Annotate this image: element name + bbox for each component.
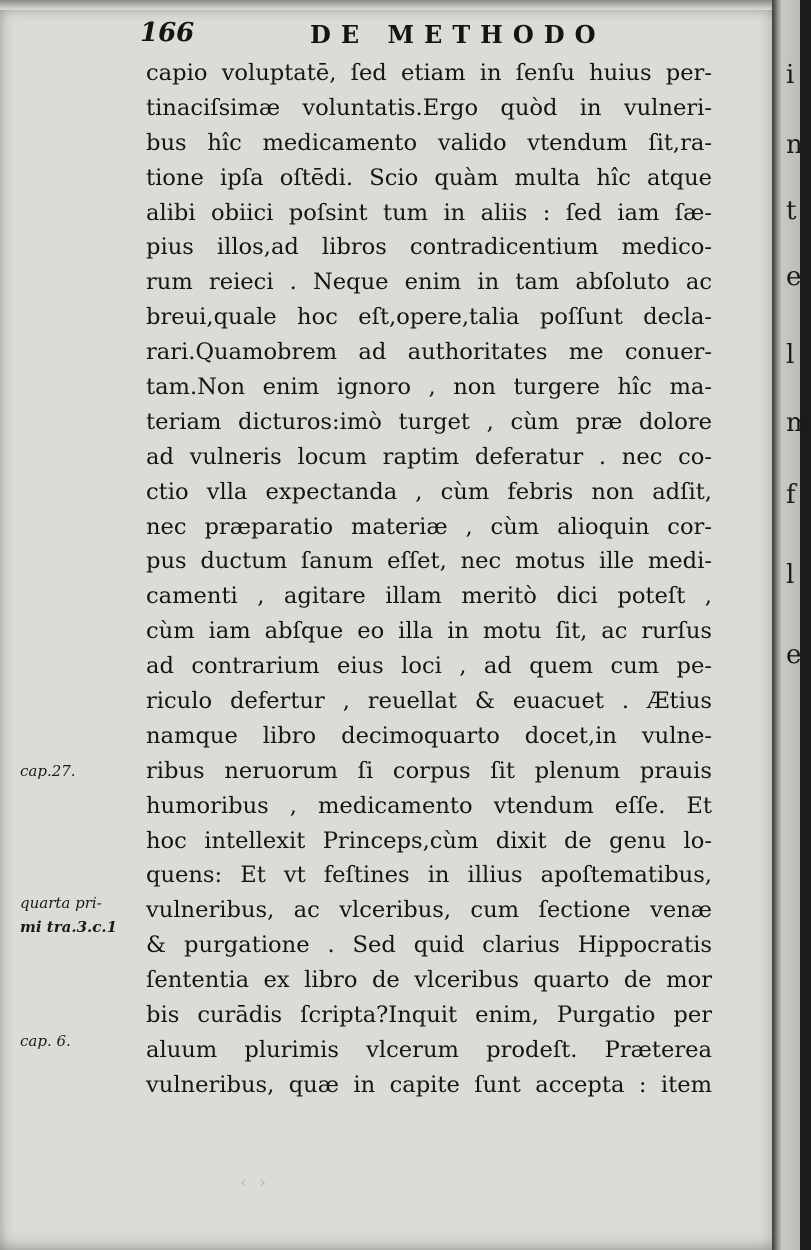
page-header — [140, 18, 760, 58]
adjacent-page-edge — [772, 0, 800, 1250]
text-line: vulneribus, quæ in capite ſunt accepta : item — [146, 1071, 712, 1098]
adjacent-page-letter: l — [786, 560, 795, 590]
text-line: rum reieci . Neque enim in tam abſoluto ac — [146, 269, 712, 296]
margin-note-cap6: cap. 6. — [20, 1032, 71, 1050]
text-line: alibi obiici poſsint tum in aliis : ſed iam ſæ- — [146, 199, 712, 226]
text-line: cùm iam abſque eo illa in motu ſit, ac rurſus — [146, 618, 712, 645]
text-line: pius illos,ad libros contradicentium medico- — [146, 234, 712, 261]
text-line: humoribus , medicamento vtendum eſſe. Et — [146, 792, 712, 819]
text-line: namque libro decimoquarto docet,in vulne- — [146, 722, 712, 749]
adjacent-page-letter: t — [786, 196, 797, 226]
adjacent-page-letter: l — [786, 340, 795, 370]
text-line: breui,quale hoc eſt,opere,talia poſſunt decla- — [146, 304, 712, 331]
text-line: rari.Quamobrem ad authoritates me conuer- — [146, 339, 712, 366]
text-line: camenti , agitare illam meritò dici poteſt , — [146, 583, 712, 610]
text-line: & purgatione . Sed quid clarius Hippocratis — [146, 932, 712, 959]
text-line: ctio vlla expectanda , cùm febris non adſit, — [146, 478, 712, 505]
text-line: ribus neruorum ſi corpus ſit plenum prauis — [146, 757, 712, 784]
page-number: 166 — [140, 18, 195, 48]
text-line: capio voluptatē, ſed etiam in ſenſu huius per- — [146, 60, 712, 86]
text-line: bus hîc medicamento valido vtendum ſit,ra- — [146, 129, 712, 156]
adjacent-page-letter: e — [786, 640, 802, 670]
text-line: tione ipſa oſtēdi. Scio quàm multa hîc atque — [146, 164, 712, 191]
text-line: teriam dicturos:imò turget , cùm præ dolore — [146, 408, 712, 435]
text-line: quens: Et vt feſtines in illius apoſtematibus, — [146, 862, 712, 889]
text-line: aluum plurimis vlcerum prodeſt. Præterea — [146, 1036, 712, 1063]
text-line: pus ductum ſanum eſſet, nec motus ille medi- — [146, 548, 712, 575]
text-line: ſententia ex libro de vlceribus quarto de mor — [146, 967, 712, 994]
text-line: tinaciſsimæ voluntatis.Ergo quòd in vulneri- — [146, 94, 712, 121]
margin-note-quarta-primi: quarta pri- — [20, 894, 102, 912]
text-line: tam.Non enim ignoro , non turgere hîc ma- — [146, 374, 712, 401]
text-line: nec præparatio materiæ , cùm alioquin cor- — [146, 513, 712, 540]
text-line: bis curādis ſcripta?Inquit enim, Purgatio per — [146, 1002, 712, 1029]
body-text — [146, 56, 712, 1103]
adjacent-page-letter: f — [786, 480, 796, 510]
adjacent-page-letter: i — [786, 60, 795, 90]
text-line: hoc intellexit Princeps,cùm dixit de genu lo- — [146, 827, 712, 854]
ink-bleed-through: ‹ › — [240, 1172, 270, 1193]
page-top-shadow — [0, 0, 786, 10]
running-title: DE METHODO — [310, 20, 606, 49]
margin-note-cap27: cap.27. — [20, 762, 76, 780]
text-line: vulneribus, ac vlceribus, cum ſectione venæ — [146, 897, 712, 924]
margin-note-tract: mi tra.3.c.1 — [20, 918, 118, 936]
adjacent-page-letter: n — [786, 130, 803, 160]
text-line: ad contrarium eius loci , ad quem cum pe- — [146, 653, 712, 680]
text-line: ad vulneris locum raptim deferatur . nec co- — [146, 443, 712, 470]
text-line: riculo defertur , reuellat & euacuet . Ætius — [146, 688, 712, 715]
adjacent-page-letter: e — [786, 262, 802, 292]
adjacent-page-letter: m — [786, 408, 811, 438]
